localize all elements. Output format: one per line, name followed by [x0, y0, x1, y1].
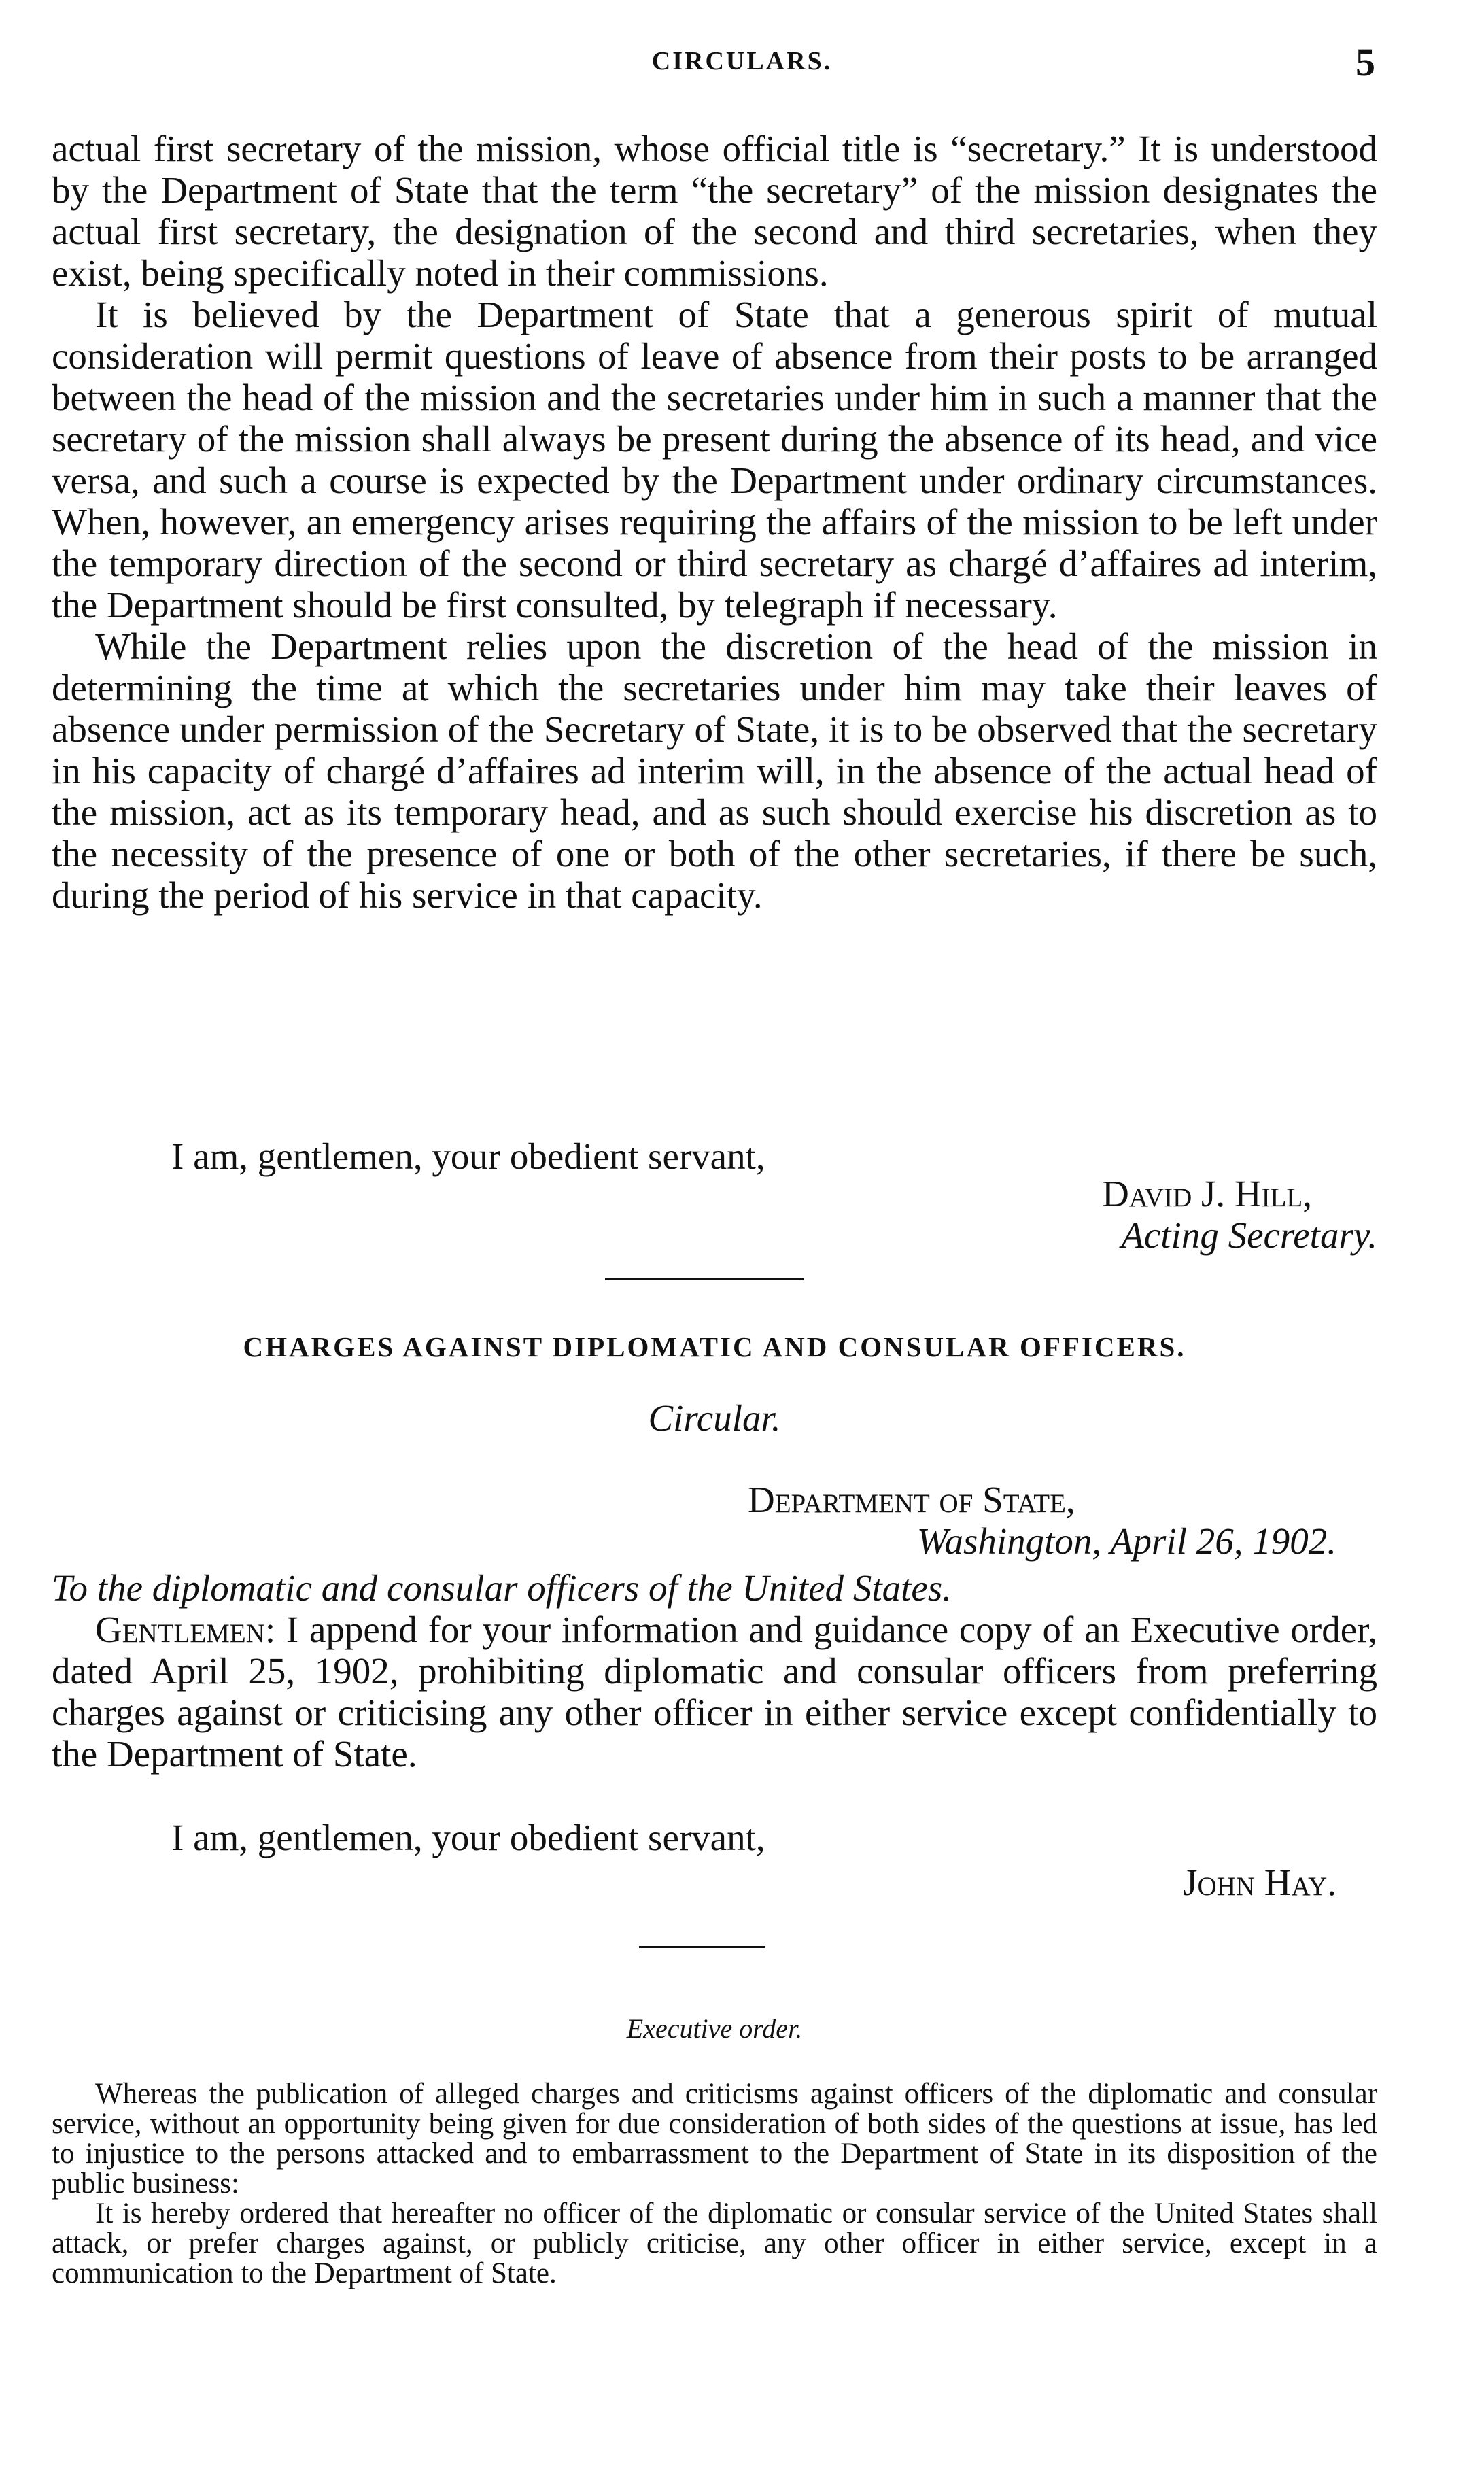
section-divider: [605, 1278, 804, 1280]
section-subtitle-wrap: [52, 1397, 1377, 1439]
page-number: 5: [1356, 40, 1375, 84]
section-subtitle: Circular.: [648, 1397, 781, 1439]
section-heading: CHARGES AGAINST DIPLOMATIC AND CONSULAR OFFICERS.: [243, 1331, 1186, 1363]
letter-closing: [52, 1135, 1377, 1177]
paragraph-1: actual first secretary of the mission, whose official title is “secretary.” It is understood by the Department of State that the term “the secretary” of the mission designates the actual first secretary, the designation of the second and third secretaries, when they exist, being specifically noted in their commissions.: [52, 128, 1377, 294]
order-title-wrap: [52, 2013, 1377, 2045]
letter-signature: [52, 1173, 1377, 1256]
addressee: To the diplomatic and consular officers of the United States.: [52, 1567, 952, 1609]
dateline: [52, 1479, 1377, 1562]
running-head: [0, 39, 1484, 84]
section-closing: [52, 1817, 1377, 1858]
section-body: [52, 1609, 1377, 1775]
order-body: [52, 2079, 1377, 2289]
order-divider: [639, 1946, 765, 1948]
section-body-text: [52, 1609, 1377, 1775]
dept-line: Department of State,: [748, 1479, 1075, 1520]
order-paragraph-1: Whereas the publication of alleged charges and criticisms against officers of the diplomatic and consular service, without an opportunity being given for due consideration of both sides of the questions at issue, has led to injustice to the persons attacked and to embarrassment to the Department of State in its disposition of the public business:: [52, 2078, 1377, 2200]
order-paragraph-2: It is hereby ordered that hereafter no officer of the diplomatic or consular service of the United States shall attack, or prefer charges against, or publicly criticise, any other officer in either service, except in a communication to the Department of State.: [52, 2198, 1377, 2289]
paragraph-3: While the Department relies upon the discretion of the head of the mission in determining the time at which the secretaries under him may take their leaves of absence under permission of the Secretary of State, it is to be observed that the secretary in his capacity of chargé d’affaires ad interim will, in the absence of the actual head of the mission, act as its temporary head, and as such should exercise his discretion as to the necessity of the presence of one or both of the other secretaries, if there be such, during the period of his service in that capacity.: [52, 626, 1377, 916]
signature-name: David J. Hill,: [1102, 1173, 1312, 1214]
salutation: Gentlemen:: [95, 1609, 276, 1650]
section-signature: [52, 1862, 1377, 1903]
section-closing-line: I am, gentlemen, your obedient servant,: [171, 1817, 765, 1858]
order-title: Executive order.: [626, 2013, 803, 2044]
paragraph-2: It is believed by the Department of State that a generous spirit of mutual consideration will permit questions of leave of absence from their posts to be arranged between the head of the mission and the secretaries under him in such a manner that the secretary of the mission shall always be present during the absence of its head, and vice versa, and such a course is expected by the Department under ordinary circumstances. When, however, an emergency arises requiring the affairs of the mission to be left under the temporary direction of the second or third secretary as chargé d’affaires ad interim, the Department should be first consulted, by telegraph if necessary.: [52, 294, 1377, 626]
section-signature-name: John Hay.: [1183, 1862, 1336, 1903]
letter-body: [52, 128, 1377, 916]
addressee-wrap: [52, 1567, 1377, 1609]
body-text: I append for your information and guidance copy of an Executive order, dated April 25, 1902, prohibiting diplomatic and consular officers from preferring charges against or criticising any other officer in either service except confidentially to the Department of State.: [52, 1609, 1377, 1775]
running-title: CIRCULARS.: [651, 47, 833, 75]
place-date: Washington, April 26, 1902.: [916, 1520, 1336, 1562]
closing-line: I am, gentlemen, your obedient servant,: [171, 1135, 765, 1177]
signature-title: Acting Secretary.: [1121, 1214, 1377, 1256]
